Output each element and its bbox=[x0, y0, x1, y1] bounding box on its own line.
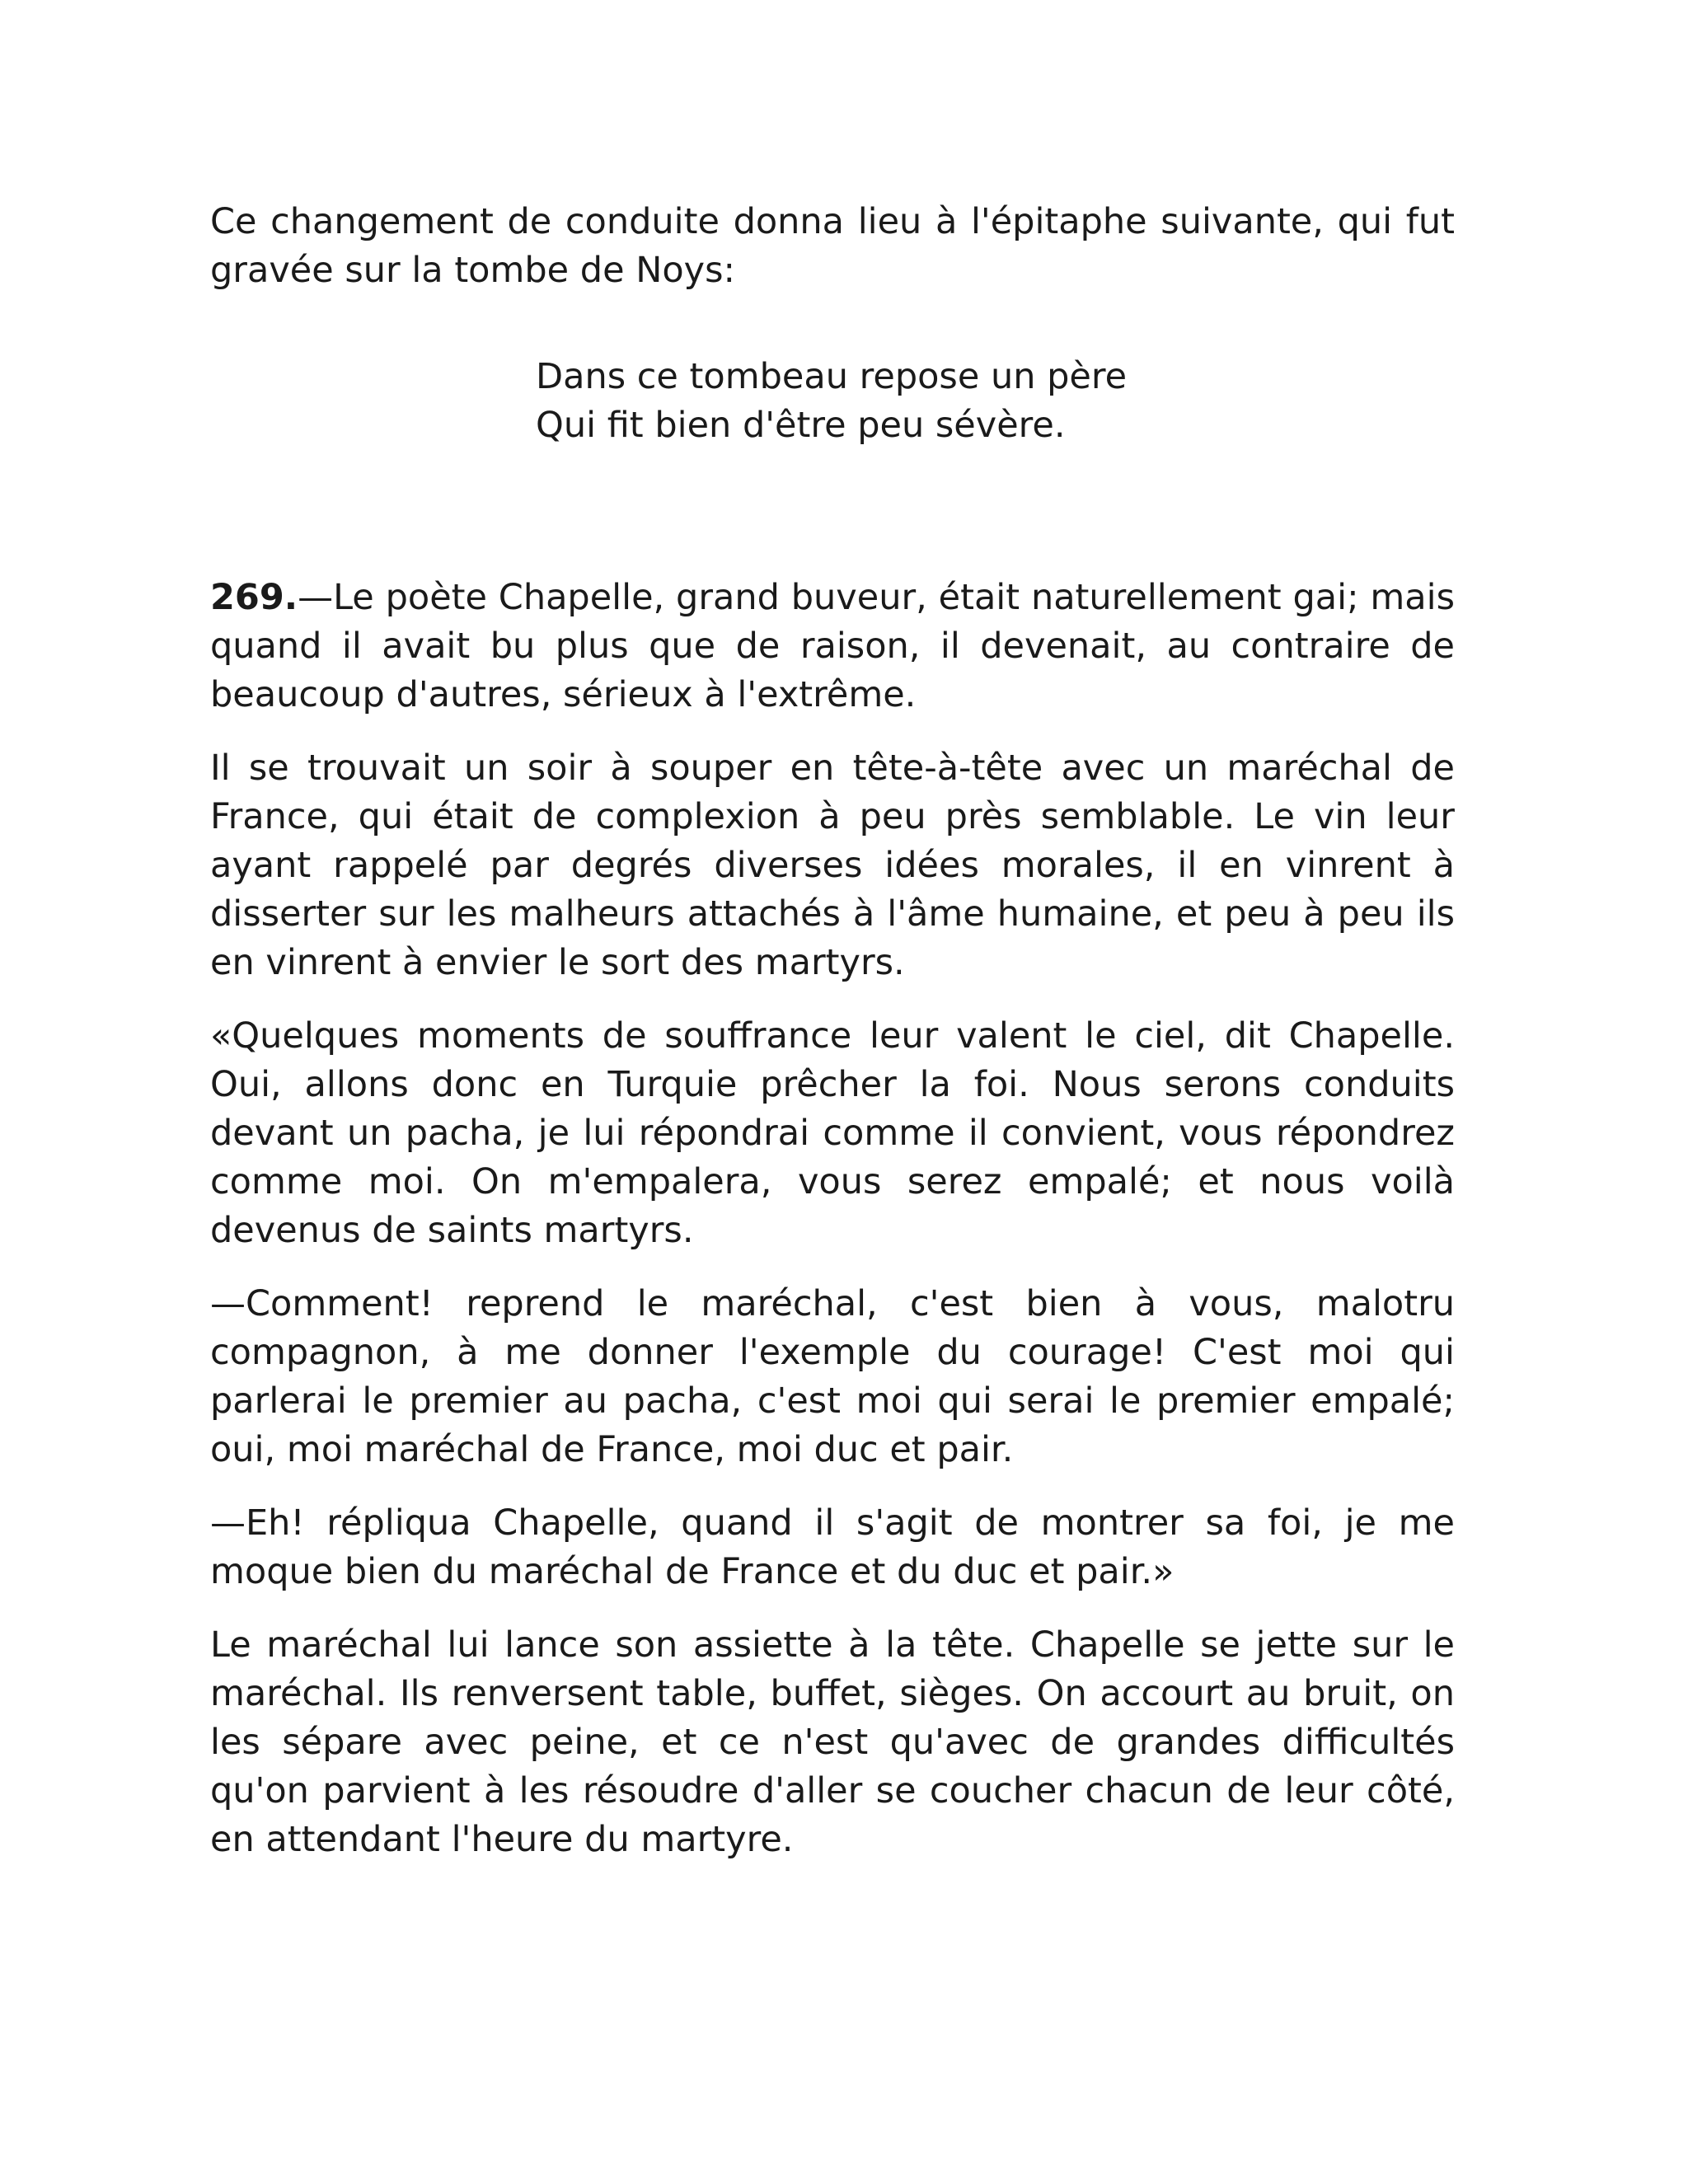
epitaph-line: Dans ce tombeau repose un père bbox=[536, 356, 1128, 397]
anecdote-number: 269. bbox=[210, 577, 298, 618]
intro-paragraph: Ce changement de conduite donna lieu à l'épitaphe suivante, qui fut gravée sur la tombe de Noys: bbox=[210, 201, 1455, 291]
anecdote-paragraph: «Quelques moments de souffrance leur valent le ciel, dit Chapelle. Oui, allons donc en Turquie prêcher la foi. Nous serons conduits devant un pacha, je lui répondrai comme il convient, vous répondrez comme moi. On m'empalera, vous serez empalé; et nous voilà devenus de saints martyrs. bbox=[210, 1015, 1455, 1251]
anecdote-paragraph: Le maréchal lui lance son assiette à la tête. Chapelle se jette sur le maréchal. Ils renversent table, buffet, sièges. On accourt au bruit, on les sépare avec peine, et ce n'est qu'avec de grandes difficultés qu'on parvient à les résoudre d'aller se coucher chacun de leur côté, en attendant l'heure du martyre. bbox=[210, 1624, 1455, 1860]
anecdote-paragraph: —Eh! répliqua Chapelle, quand il s'agit de montrer sa foi, je me moque bien du maréchal de France et du duc et pair.» bbox=[210, 1502, 1455, 1592]
epitaph-line: Qui fit bien d'être peu sévère. bbox=[536, 405, 1066, 446]
anecdote-opening-paragraph bbox=[210, 574, 1455, 719]
epitaph-verse bbox=[536, 353, 1455, 450]
document-page bbox=[210, 198, 1455, 1889]
anecdote-paragraph: —Comment! reprend le maréchal, c'est bien à vous, malotru compagnon, à me donner l'exemple du courage! C'est moi qui parlerai le premier au pacha, c'est moi qui serai le premier empalé; oui, moi maréchal de France, moi duc et pair. bbox=[210, 1283, 1455, 1470]
anecdote-section bbox=[210, 574, 1455, 1864]
anecdote-opening-text: —Le poète Chapelle, grand buveur, était naturellement gai; mais quand il avait bu plus que de raison, il devenait, au contraire de beaucoup d'autres, sérieux à l'extrême. bbox=[210, 577, 1455, 715]
anecdote-paragraph: Il se trouvait un soir à souper en tête-à-tête avec un maréchal de France, qui était de complexion à peu près semblable. Le vin leur ayant rappelé par degrés diverses idées morales, il en vinrent à disserter sur les malheurs attachés à l'âme humaine, et peu à peu ils en vinrent à envier le sort des martyrs. bbox=[210, 748, 1455, 983]
